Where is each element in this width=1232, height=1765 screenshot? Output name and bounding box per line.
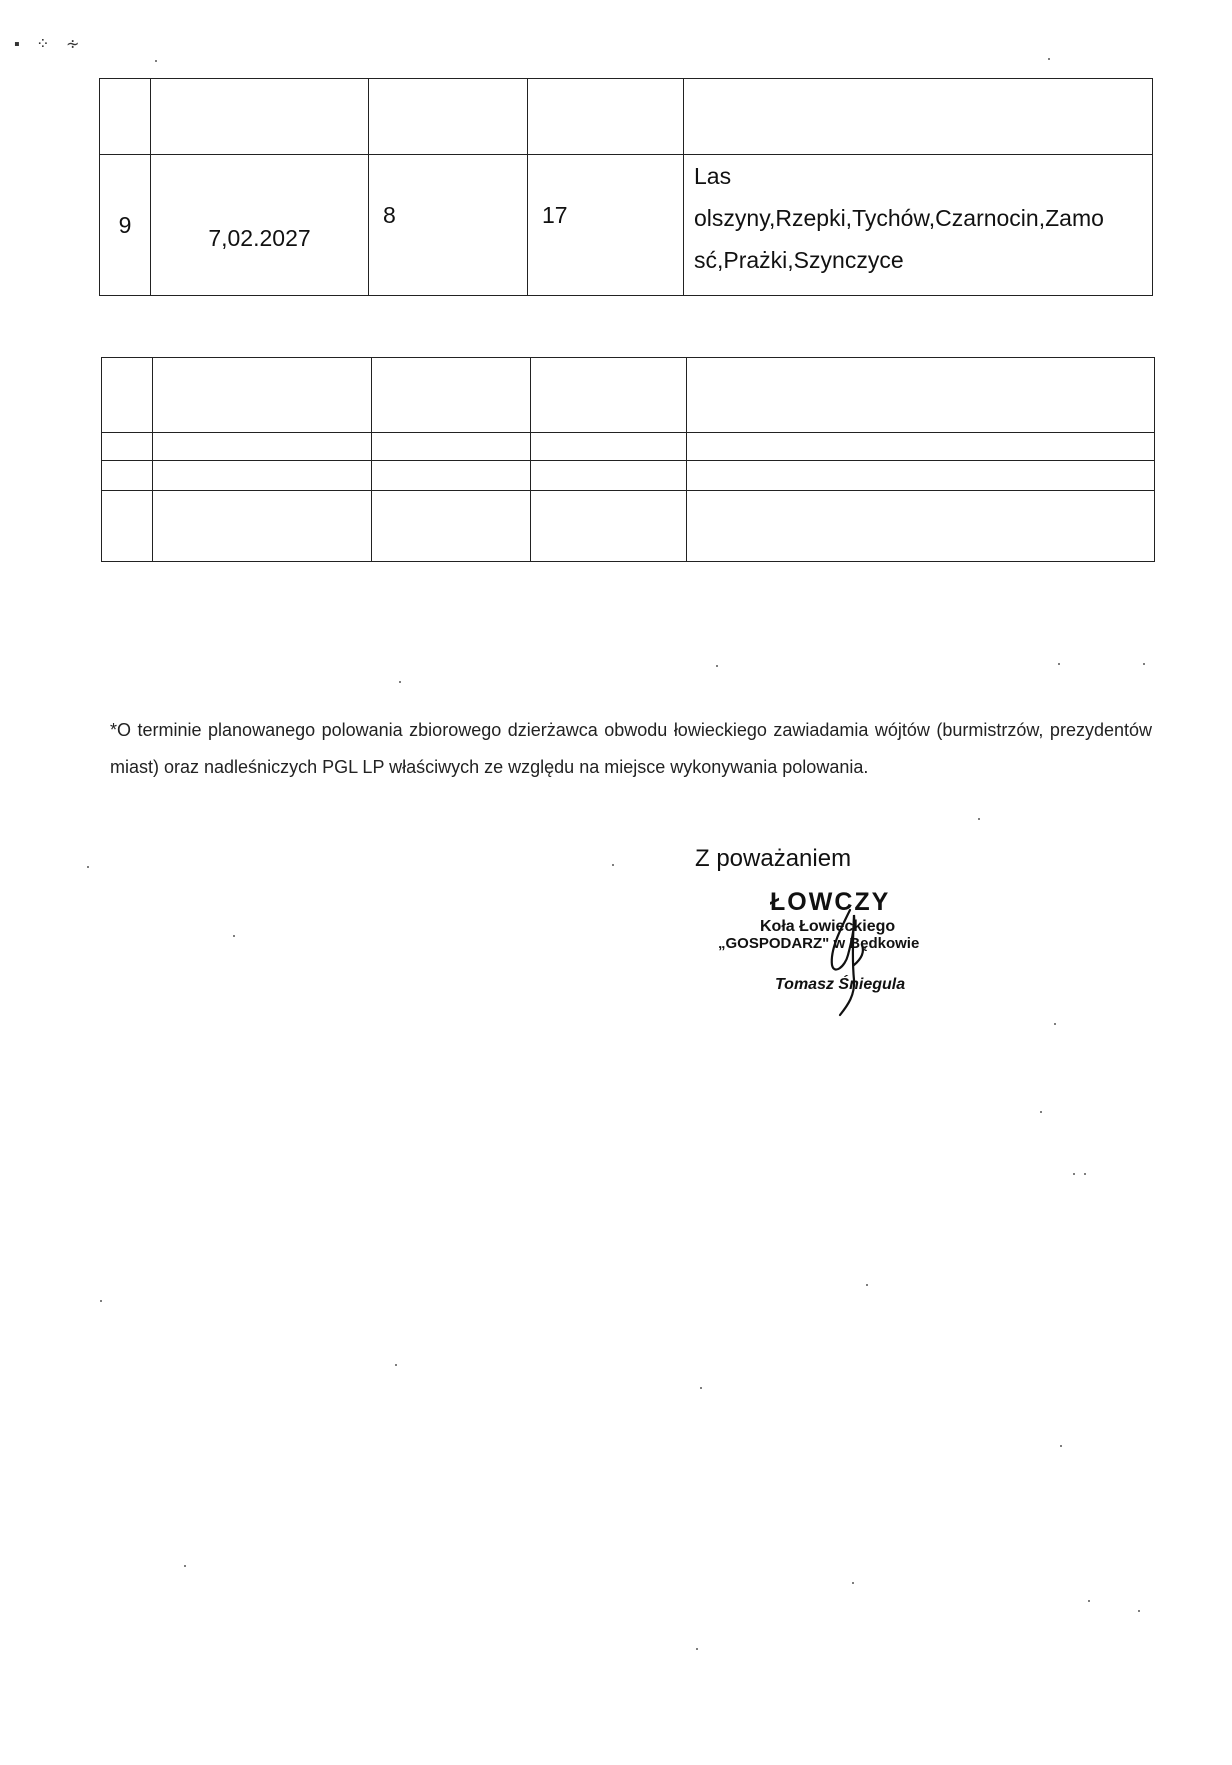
stamp-title: ŁOWCZY	[770, 888, 891, 916]
hunt-notice-footnote: *O terminie planowanego polowania zbiorowego dzierżawca obwodu łowieckiego zawiadamia wójtów (burmistrzów, prezydentów miast) oraz nadleśniczych PGL LP właściwych ze względu na miejsce wykonywania polowania.	[110, 720, 1152, 777]
table-cell	[531, 358, 687, 433]
location-line: Las	[694, 163, 732, 189]
table-row	[102, 461, 1155, 491]
table-row	[100, 79, 1153, 155]
schedule-table-2	[101, 357, 1155, 562]
table-cell	[102, 433, 153, 461]
location-line: olszyny,Rzepki,Tychów,Czarnocin,Zamo	[694, 205, 1104, 231]
table-cell	[687, 433, 1155, 461]
handwritten-signature	[810, 905, 890, 1025]
table-cell	[372, 491, 531, 562]
cell-col4: 17	[528, 155, 684, 296]
table-cell	[369, 79, 528, 155]
table-cell	[687, 461, 1155, 491]
table-cell	[531, 433, 687, 461]
stamp-club-location: „GOSPODARZ" w Będkowie	[718, 935, 920, 952]
table-cell	[153, 461, 372, 491]
stamp-person-name: Tomasz Śniegula	[775, 976, 906, 993]
table-cell	[102, 491, 153, 562]
hunt-location	[684, 155, 1153, 296]
table-cell	[100, 79, 151, 155]
table-cell	[153, 358, 372, 433]
table-cell	[684, 79, 1153, 155]
table-cell	[372, 461, 531, 491]
table-cell	[102, 358, 153, 433]
table-row	[102, 358, 1155, 433]
cell-col3: 8	[369, 155, 528, 296]
table-cell	[687, 358, 1155, 433]
table-cell	[153, 433, 372, 461]
table-row	[100, 155, 1153, 296]
table-cell	[372, 358, 531, 433]
table-cell	[531, 461, 687, 491]
table-cell	[528, 79, 684, 155]
schedule-table-1	[99, 78, 1153, 296]
table-cell	[102, 461, 153, 491]
table-cell	[531, 491, 687, 562]
table-cell	[151, 79, 369, 155]
table-row	[102, 433, 1155, 461]
table-cell	[153, 491, 372, 562]
table-cell	[687, 491, 1155, 562]
closing-salutation: Z poważaniem	[695, 845, 852, 872]
table-cell	[372, 433, 531, 461]
table-row	[102, 491, 1155, 562]
hunt-date: 7,02.2027	[151, 155, 369, 296]
stamp-club-name: Koła Łowieckiego	[760, 918, 896, 935]
location-line: sć,Prażki,Szynczyce	[694, 247, 904, 273]
row-number: 9	[100, 155, 151, 296]
scan-marks: ▪ ⁘ ∻	[14, 36, 86, 53]
